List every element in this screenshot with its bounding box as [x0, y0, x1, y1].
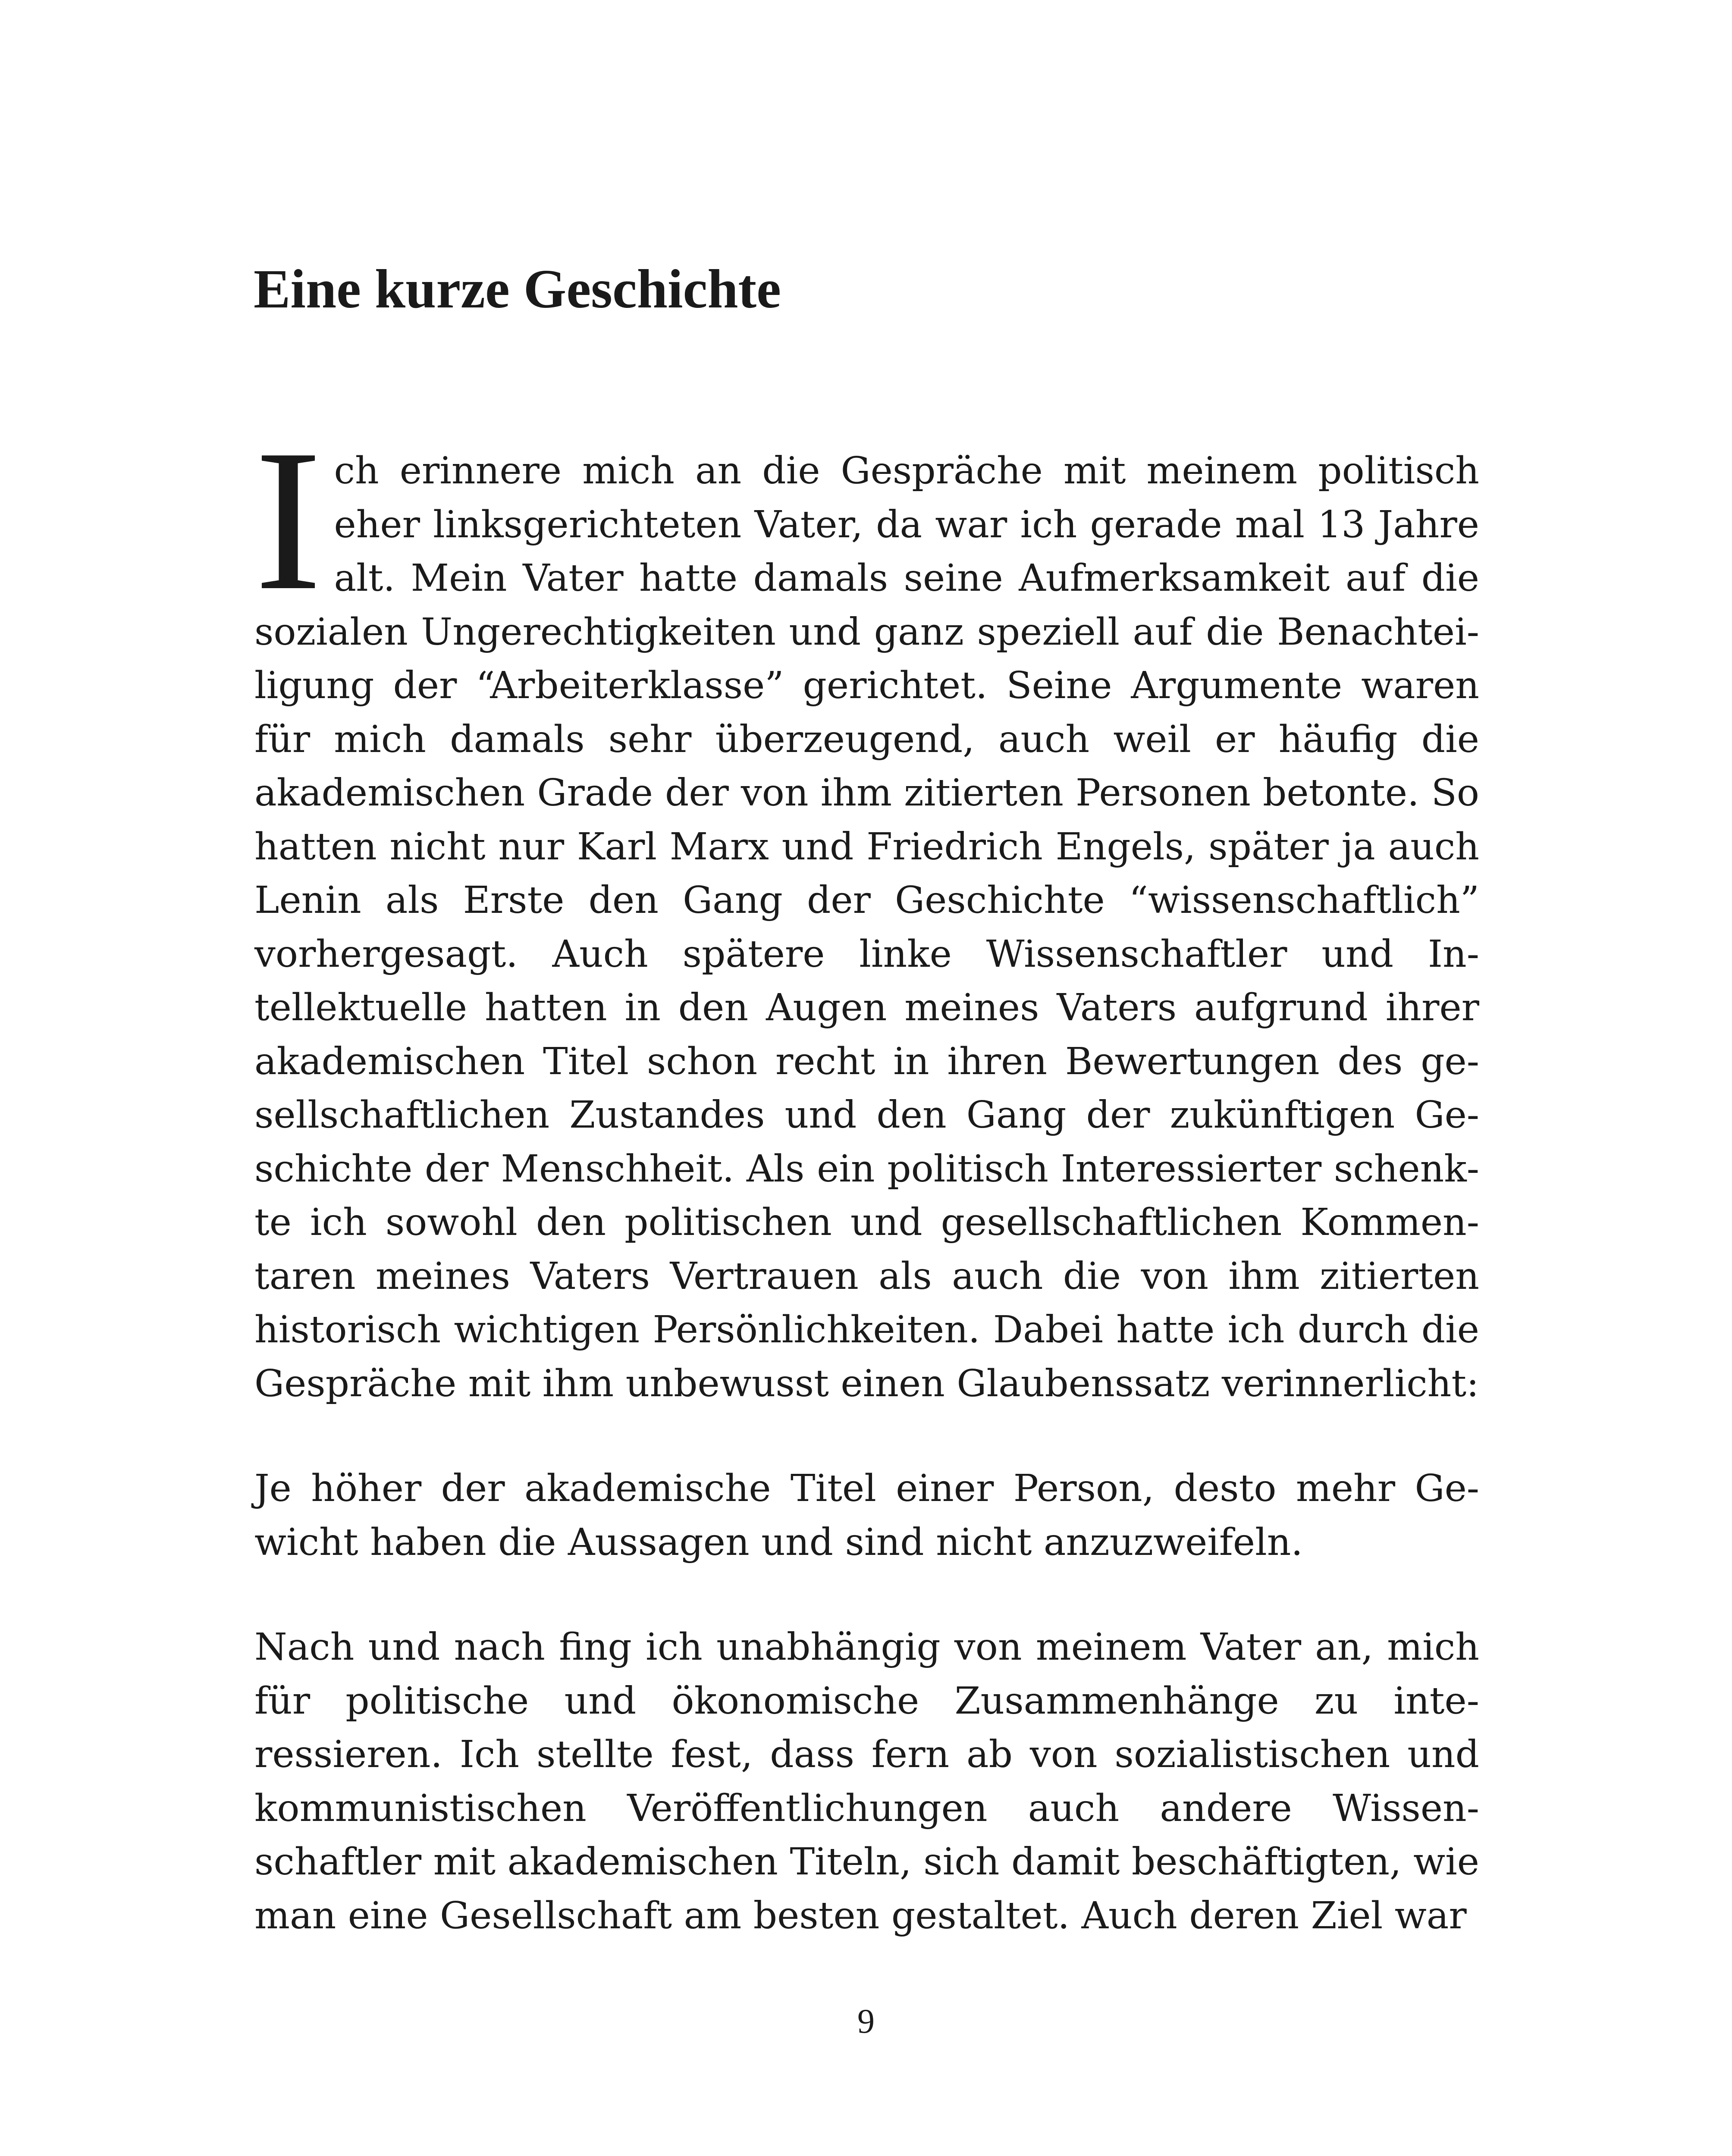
chapter-title: Eine kurze Geschichte: [254, 258, 781, 320]
paragraph-2: Je höher der akademische Titel einer Person, desto mehr Gewicht haben die Aussagen und sind nicht anzuzweifeln.: [254, 1467, 1479, 1564]
paragraph-3: Nach und nach fing ich unabhängig von meinem Vater an, mich für politische und ökonomische Zusammenhänge zu interessieren. Ich stellte fest, dass fern ab von sozialistischen und kommunistischen Veröffentlichungen auch andere Wissenschaftler mit akademischen Titeln, sich damit beschäftigten, wie man eine Gesellschaft am besten gestaltet. Auch deren Ziel war: [254, 1626, 1479, 1937]
paragraph-1-text: ch erinnere mich an die Gespräche mit meinem politisch eher linksgerichteten Vater, da war ich gerade mal 13 Jahre alt. Mein Vater hatte damals seine Aufmerksamkeit auf die sozialen Ungerechtigkeiten und ganz speziell auf die Benachteiligung der “Arbeiterklasse” gerichtet. Seine Argumente waren für mich damals sehr überzeugend, auch weil er häufig die akademischen Grade der von ihm zitierten Personen betonte. So hatten nicht nur Karl Marx und Friedrich Engels, später ja auch Lenin als Erste den Gang der Geschichte “wissenschaftlich” vorhergesagt. Auch spätere linke Wissenschaftler und Intellektuelle hatten in den Augen meines Vaters aufgrund ihrer akademischen Titel schon recht in ihren Bewertungen des gesellschaftlichen Zustandes und den Gang der zukünftigen Geschichte der Menschheit. Als ein politisch Interessierter schenkte ich sowohl den politischen und gesellschaftlichen Kommentaren meines Vaters Vertrauen als auch die von ihm zitierten historisch wichtigen Persönlichkeiten. Dabei hatte ich durch die Gespräche mit ihm unbewusst einen Glaubenssatz verinnerlicht:: [254, 449, 1479, 1405]
page-number: 9: [857, 2002, 875, 2040]
body-text: [254, 407, 1479, 1943]
drop-cap: I: [254, 407, 322, 632]
paragraph-1: [254, 407, 1479, 1410]
